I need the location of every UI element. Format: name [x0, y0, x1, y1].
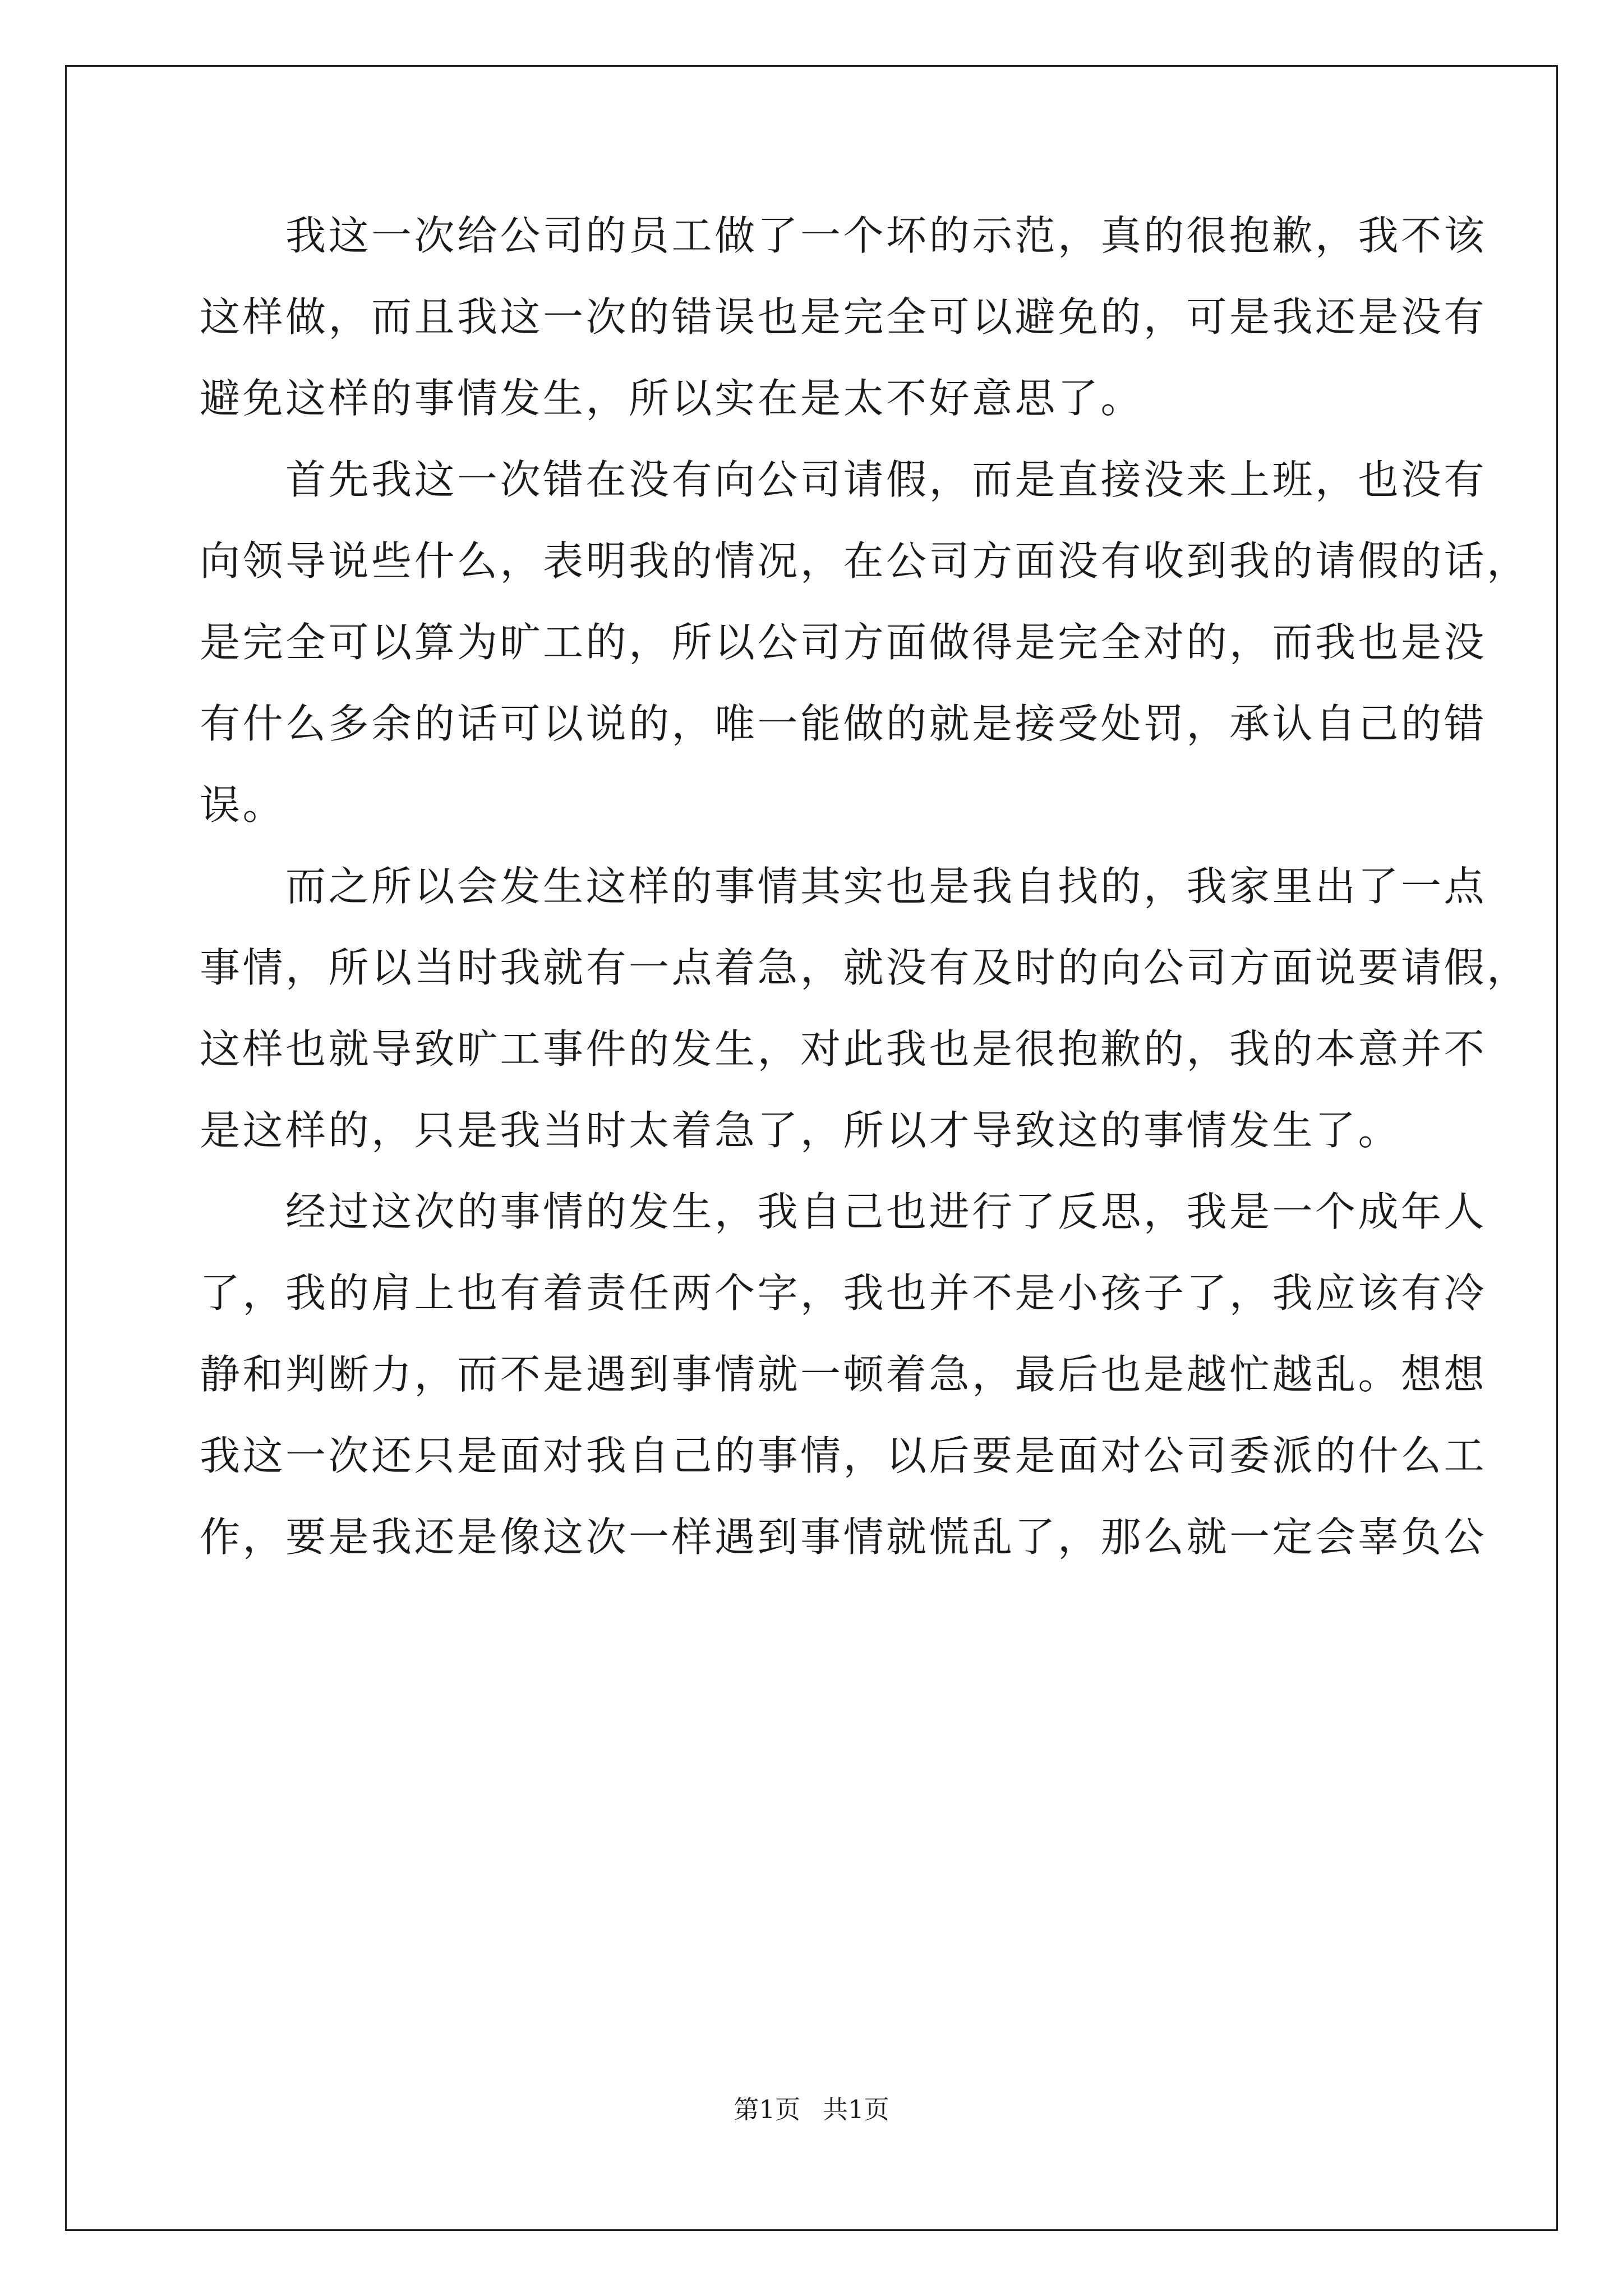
text-line: 我这一次还只是面对我自己的事情，以后要是面对公司委派的什么工 [200, 1432, 1487, 1479]
text-line: 有什么多余的话可以说的，唯一能做的就是接受处罚，承认自己的错 [200, 700, 1487, 747]
text-line: 避免这样的事情发生，所以实在是太不好意思了。 [200, 375, 1144, 422]
page-footer [0, 2093, 1623, 2127]
text-line: 这样也就导致旷工事件的发生，对此我也是很抱歉的，我的本意并不 [200, 1025, 1487, 1073]
text-line: 向领导说些什么，表明我的情况，在公司方面没有收到我的请假的话， [200, 537, 1530, 585]
text-line: 是这样的，只是我当时太着急了，所以才导致这的事情发生了。 [200, 1107, 1401, 1154]
text-line: 了，我的肩上也有着责任两个字，我也并不是小孩子了，我应该有冷 [200, 1269, 1487, 1317]
text-line: 静和判断力，而不是遇到事情就一顿着急，最后也是越忙越乱。想想 [200, 1351, 1487, 1398]
text-line: 这样做，而且我这一次的错误也是完全可以避免的，可是我还是没有 [200, 293, 1487, 341]
text-line: 事情，所以当时我就有一点着急，就没有及时的向公司方面说要请假， [200, 944, 1530, 991]
text-line: 是完全可以算为旷工的，所以公司方面做得是完全对的，而我也是没 [200, 619, 1487, 666]
text-line: 经过这次的事情的发生，我自己也进行了反思，我是一个成年人 [200, 1188, 1487, 1235]
text-line: 而之所以会发生这样的事情其实也是我自找的，我家里出了一点 [200, 863, 1487, 910]
text-line: 误。 [200, 781, 286, 829]
page-number: 第1页 [734, 2095, 800, 2124]
text-line: 作，要是我还是像这次一样遇到事情就慌乱了，那么就一定会辜负公 [200, 1513, 1487, 1561]
page-total: 共1页 [823, 2095, 889, 2124]
text-line: 首先我这一次错在没有向公司请假，而是直接没来上班，也没有 [200, 456, 1487, 503]
text-line: 我这一次给公司的员工做了一个坏的示范，真的很抱歉，我不该 [200, 212, 1487, 259]
